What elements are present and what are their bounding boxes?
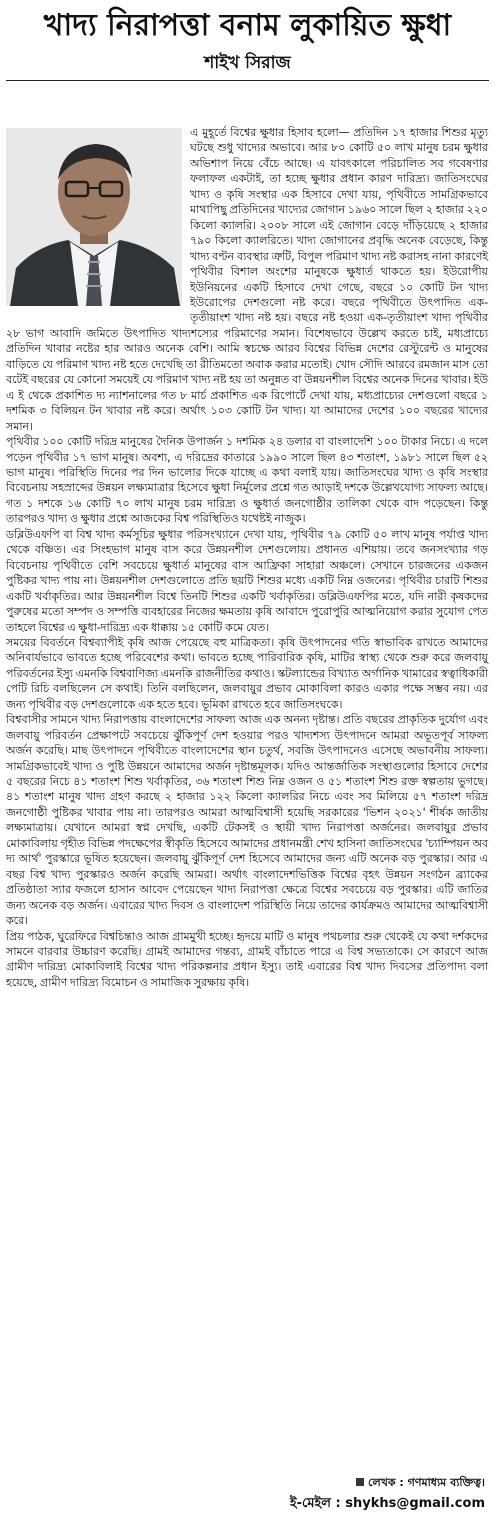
paragraph-6: প্রিয় পাঠক, ঘুরেফিরে বিশ্বচিন্তাও আজ গ্রামমুখী হচ্ছে। হৃদয়ে মাটি ও মানুষ পথচলার শুরু থেকেই যে কথা দর্শকদের সামনে বারবার উচ্চারণ করেছি। গ্রামই আমাদের গন্তব্য, গ্রামই বাঁচাতে পারে এ বিশ্ব সভ্যতাকে। সে কারণে আজ গ্রামীণ দারিদ্র্য মোকাবিলাই বিশ্বের খাদ্য পরিকল্পনার প্রধান ইস্যু। তাই এবারের বিশ্ব খাদ্য দিবসের প্রতিপাদ্য বলা হয়েছে, গ্রামীণ দারিদ্র্য বিমোচন ও সামাজিক সুরক্ষায় কৃষি। [6, 929, 488, 989]
divider-top [6, 80, 489, 81]
square-bullet-icon [356, 1478, 364, 1486]
paragraph-1: এ মুহূর্তে বিশ্বের ক্ষুধার হিসাব হলো— প্রতিদিন ১৭ হাজার শিশুর মৃত্যু ঘটছে শুধু খাদ্যের অভাবে। আর ৮০ কোটি ৫০ লাখ মানুষ চরম ক্ষুধার অভিশাপ নিয়ে বেঁচে আছে। এ যাবৎকালে পরিচালিত সব গবেষণার ফলাফল একটাই, তা হচ্ছে ক্ষুধার প্রধান কারণ দারিদ্র্য। জাতিসংঘের খাদ্য ও কৃষি সংস্থার এক হিসাবে দেখা যায়, পৃথিবীতে সামগ্রিকভাবে মাথাপিছু প্রতিদিনের খাদ্যের জোগান ১৯৬০ সালে ছিল ২ হাজার ২২০ কিলো ক্যালরি। ২০০৮ সালে এই জোগান বেড়ে দাঁড়িয়েছে ২ হাজার ৭৯০ কিলো ক্যালরিতে। খাদ্য জোগানের প্রবৃদ্ধি অনেক বেড়েছে, কিন্তু খাদ্য বণ্টন ব্যবস্থার ত্রুটি, বিপুল পরিমাণ খাদ্য নষ্ট করাসহ নানা কারণেই পৃথিবীর বিশাল অংশের মানুষকে ক্ষুধার্ত থাকতে হয়। ইউরোপীয় ইউনিয়নের একটি হিসাবে দেখা গেছে, বছরে ১০ কোটি টন খাদ্য ইউরোপের দেশগুলো নষ্ট করে। বছরে পৃথিবীতে উৎপাদিত এক-তৃতীয়াংশ খাদ্য নষ্ট হয়। বছরে নষ্ট হওয়া এক-তৃতীয়াংশ খাদ্য পৃথিবীর ২৮ ভাগ আবাদি জমিতে উৎপাদিত খাদ্যশস্যের পরিমাণের সমান। বিশেষভাবে উল্লেখ করতে চাই, মধ্যপ্রাচ্যে প্রতিদিন খাবার নষ্টের হার আরও অনেক বেশি। আমি স্বচক্ষে আরব বিশ্বের বিভিন্ন দেশের রেস্টুরেন্ট ও মানুষের বাড়িতে যে পরিমাণ খাদ্য নষ্ট হতে দেখেছি তা রীতিমতো অবাক করার মতোই। খোদ সৌদি আরবে রমজান মাস তো বটেই বছরের যে কোনো সময়েই যে পরিমাণ খাদ্য নষ্ট হয় তা অনুন্নত বা উন্নয়নশীল বিশ্বের অনেক দিনের খাবার। ইউ এ ই থেকে প্রকাশিত দ্য ন্যাশনালের গত ৮ মার্চ প্রকাশিত এক রিপোর্টে দেখা যায়, মধ্যপ্রাচ্যের দেশগুলো বছরে ১ দশমিক ৩ বিলিয়ন টন খাবার নষ্ট করে। অর্থাৎ ১০৩ কোটি টন খাদ্য। যা আমাদের দেশের ১০০ বছরের খাদ্যের সমান। [6, 126, 488, 433]
author-email: ই-মেইল : shykhs@gmail.com [289, 1496, 485, 1511]
page-bottom [0, 1518, 495, 1533]
paragraph-4: সময়ের বিবর্তনে বিশ্বব্যাপীই কৃষি আজ পেয়েছে বহু মাত্রিকতা। কৃষি উৎপাদনের গতি স্বাভাবিক রাখতে আমাদের অনিবার্যভাবে ভাবতে হচ্ছে পরিবেশের কথা। ভাবতে হচ্ছে পারিবারিক কৃষি, মাটির স্বাস্থ্য থেকে শুরু করে জলবায়ু পরিবর্তনের ইস্যু এমনকি বিশ্ববাণিজ্য এমনকি রাজনীতির কথাও। স্কটল্যান্ডের বিখ্যাত অর্গানিক খামারের স্বত্বাধিকারী পেটি রিচি বলছিলেন সে কথাই। তিনি বলছিলেন, জলবায়ুর প্রভাব মোকাবিলা কারও একার পক্ষে সম্ভব নয়। এর জন্য পৃথিবীর বড় দেশগুলোকে এক হতে হবে। ভূমিকা রাখতে হবে জাতিসংঘকে। [6, 635, 488, 711]
author-note-text: লেখক : গণমাধ্যম ব্যক্তিত্ব। [368, 1476, 485, 1489]
paragraph-5: বিশ্ববাসীর সামনে খাদ্য নিরাপত্তায় বাংলাদেশের সাফল্য আজ এক অনন্য দৃষ্টান্ত। প্রতি বছরের প্রাকৃতিক দুর্যোগ এবং জলবায়ু পরিবর্তন প্রেক্ষাপটে সবচেয়ে ঝুঁকিপূর্ণ দেশ হওয়ার পরও খাদ্যশস্য উৎপাদনে আমরা অভূতপূর্ব সাফল্য অর্জন করেছি। মাছ উৎপাদনে পৃথিবীতে বাংলাদেশের স্থান চতুর্থ, সবজি উৎপাদনেও এসেছে অভাবনীয় সাফল্য। সামগ্রিকভাবেই খাদ্য ও পুষ্টি উন্নয়নে আমাদের অর্জন দৃষ্টান্তমূলক। যদিও আন্তর্জাতিক সংস্থাগুলোর হিসাবে দেশের ৫ বছরের নিচে ৪১ শতাংশ শিশু খর্বাকৃতির, ৩৬ শতাংশ শিশু নিম্ন ওজন ও ৫১ শতাংশ শিশু রক্ত স্বল্পতায় ভুগছে। ৪১ শতাংশ মানুষ খাদ্য গ্রহণ করছে ২ হাজার ১২২ কিলো ক্যালরির নিচে এবং সব মিলিয়ে ৫৭ শতাংশ দরিদ্র জনগোষ্ঠী পুষ্টিকর খাবার পায় না। তারপরও আমরা আত্মবিশ্বাসী হয়েছি সরকারের 'ভিশন ২০২১' শীর্ষক জাতীয় লক্ষ্যমাত্রায়। যেখানে আমরা স্বপ্ন দেখছি, একটি টেকসই ও স্থায়ী খাদ্য নিরাপত্তা অর্জনের। জলবায়ুর প্রভাব মোকাবিলায় গৃহীত বিভিন্ন পদক্ষেপের স্বীকৃতি হিসেবে আমাদের প্রধানমন্ত্রী শেখ হাসিনা জাতিসংঘের 'চ্যাম্পিয়ন অব দ্য আর্থ' পুরস্কারে ভূষিত হয়েছেন। জলবায়ু ঝুঁকিপূর্ণ দেশ হিসেবে আমাদের জন্য এটি অনেক বড় পুরস্কার। আর এ বছর বিশ্ব খাদ্য পুরস্কারও অর্জন করেছি আমরা। অর্থাৎ বাংলাদেশভিত্তিক বিশ্বের বৃহৎ উন্নয়ন সংগঠন ব্র্যাকের প্রতিষ্ঠাতা স্যার ফজলে হাসান আবেদ পেয়েছেন খাদ্য নিরাপত্তা ক্ষেত্রে বিশ্বের সবচেয়ে বড় পুরস্কার। এটি জাতির জন্য অনেক বড় অর্জন। এবারের খাদ্য দিবস ও বাংলাদেশ পরিস্থিতি নিয়ে তাদের কার্যক্রমও আমাদের আত্মবিশ্বাসী করে। [6, 713, 488, 928]
paragraph-3: ডব্লিউএফপি বা বিশ্ব খাদ্য কর্মসূচির ক্ষুধার পরিসংখ্যানে দেখা যায়, পৃথিবীর ৭৯ কোটি ৫০ লাখ মানুষ পর্যাপ্ত খাদ্য থেকে বঞ্চিত। এর সিংহভাগ মানুষ বাস করে উন্নয়নশীল দেশগুলোয়। প্রধানত এশিয়ায়। তবে জনসংখ্যার গড় বিবেচনায় পৃথিবীতে বেশি সবচেয়ে ক্ষুধার্ত মানুষের বাস আফ্রিকা সাহারা অঞ্চলে। সেখানে চারজনের একজন পুষ্টিকর খাদ্য পায় না। উন্নয়নশীল দেশগুলোতে প্রতি ছয়টি শিশুর মধ্যে একটি নিম্ন ওজনের। পৃথিবীর চারটি শিশুর একটি খর্বাকৃতির। আর উন্নয়নশীল বিশ্বে তিনটি শিশুর একটি খর্বাকৃতির। ডব্লিউএফপির মতে, যদি নারী কৃষকদের পুরুষের মতো সম্পদ ও সম্পত্তি ব্যবহারের নিজের ক্ষমতায় কৃষি আবাদে পুরোপুরি আত্মনিয়োগ করার সুযোগ পেত তাহলে বিশ্বের এ ক্ষুধা-দারিদ্র্য এক ধাক্কায় ১৫ কোটি কমে যেত। [6, 527, 488, 634]
paragraph-2: পৃথিবীর ১০০ কোটি দরিদ্র মানুষের দৈনিক উপার্জন ১ দশমিক ২৪ ডলার বা বাংলাদেশি ১০০ টাকার নিচে। এ দলে পড়েন পৃথিবীর ১৭ ভাগ মানুষ। অবশ্য, এ দরিদ্রের কাতারে ১৯৯০ সালে ছিল ৪৩ শতাংশ, ১৯৮১ সালে ছিল ৫২ ভাগ মানুষ। পরিস্থিতি দিনের পর দিন ভালোর দিকে যাচ্ছে এ কথা বলাই যায়। জাতিসংঘের খাদ্য ও কৃষি সংস্থার বিবেচনায় সহস্রাব্দের উন্নয়ন লক্ষ্যমাত্রার হিসেবে ক্ষুধা নির্মূলের প্রশ্নে গত আড়াই দশকে উল্লেখযোগ্য সাফল্য আছে। গত ১ দশকে ১৬ কোটি ৭০ লাখ মানুষ চরম দারিদ্র্য ও ক্ষুধার্ত জনগোষ্ঠীর তালিকা থেকে বাদ পড়েছেন। কিন্তু তারপরও খাদ্য ও ক্ষুধার প্রশ্নে আজকের বিশ্ব পরিস্থিতিও যথেষ্টই নাজুক। [6, 435, 488, 526]
author-note [356, 1474, 485, 1493]
article-body [6, 125, 488, 990]
headline: খাদ্য নিরাপত্তা বনাম লুকায়িত ক্ষুধা [43, 8, 452, 43]
byline: শাইখ সিরাজ [204, 53, 291, 73]
photo-spacer [6, 125, 186, 317]
